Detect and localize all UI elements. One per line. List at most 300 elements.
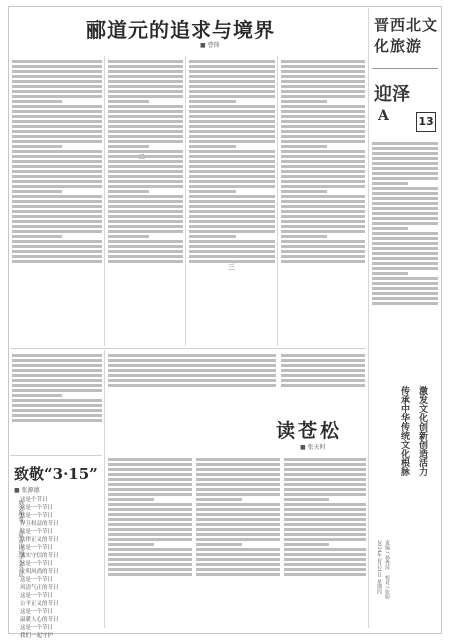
- text-line-texture: [196, 533, 280, 536]
- text-line-texture: [189, 105, 275, 108]
- text-line-texture: [284, 518, 366, 521]
- text-line-texture: [372, 222, 438, 225]
- text-line-texture: [281, 115, 365, 118]
- box-top-rule: [10, 455, 102, 456]
- editor-credit: 责编 / 孙秀萍 校对 / 张婷: [384, 540, 390, 600]
- text-line-texture: [12, 384, 102, 387]
- text-line-texture: [189, 215, 275, 218]
- main-headline: 郦道元的追求与境界: [86, 18, 275, 42]
- text-line-texture: [372, 142, 438, 145]
- text-line-texture: [372, 212, 438, 215]
- text-line-texture: [372, 147, 438, 150]
- text-line-texture: [284, 473, 366, 476]
- text-line-texture: [12, 394, 62, 397]
- text-line-texture: [108, 145, 149, 148]
- page-letter: A: [378, 108, 389, 124]
- text-line-texture: [196, 508, 280, 511]
- text-line-texture: [12, 414, 102, 417]
- text-line-texture: [12, 110, 102, 113]
- text-line-texture: [281, 195, 365, 198]
- text-line-texture: [189, 75, 275, 78]
- text-line-texture: [108, 533, 192, 536]
- text-line-texture: [281, 95, 365, 98]
- poem-line: 公平正义的节日: [20, 601, 59, 607]
- text-line-texture: [284, 498, 329, 501]
- text-line-texture: [281, 255, 365, 258]
- text-line-texture: [108, 125, 183, 128]
- text-line-texture: [281, 90, 365, 93]
- poem-line: 这是一个节日: [20, 577, 54, 583]
- text-line-texture: [12, 240, 102, 243]
- text-line-texture: [284, 493, 366, 496]
- text-line-texture: [281, 225, 365, 228]
- text-line-texture: [12, 225, 102, 228]
- text-line-texture: [281, 364, 365, 367]
- text-line-texture: [284, 568, 366, 571]
- text-line-texture: [108, 354, 276, 357]
- text-line-texture: [189, 135, 275, 138]
- text-line-texture: [196, 468, 280, 471]
- text-line-texture: [372, 227, 408, 230]
- text-line-texture: [12, 359, 102, 362]
- text-line-texture: [12, 115, 102, 118]
- text-line-texture: [12, 130, 102, 133]
- text-line-texture: [281, 205, 365, 208]
- text-line-texture: [12, 195, 102, 198]
- text-line-texture: [12, 155, 102, 158]
- text-line-texture: [196, 513, 280, 516]
- poem-line: 这是一个节日: [20, 545, 54, 551]
- text-line-texture: [196, 528, 280, 531]
- text-line-texture: [189, 110, 275, 113]
- text-line-texture: [281, 160, 365, 163]
- masthead-side-text: [372, 140, 438, 375]
- text-line-texture: [281, 230, 365, 233]
- text-line-texture: [281, 85, 365, 88]
- second-headline: 读苍松: [276, 420, 343, 442]
- text-line-texture: [372, 282, 438, 285]
- text-line-texture: [281, 374, 365, 377]
- section-three-marker: 三: [228, 263, 235, 271]
- text-line-texture: [108, 110, 183, 113]
- text-line-texture: [281, 245, 365, 248]
- text-line-texture: [189, 245, 275, 248]
- text-line-texture: [12, 165, 102, 168]
- second-article-lead-2: [281, 352, 365, 407]
- text-line-texture: [281, 180, 365, 183]
- text-line-texture: [12, 65, 102, 68]
- text-line-texture: [196, 463, 280, 466]
- poem-line: 法律正义的节日: [20, 537, 59, 543]
- text-line-texture: [372, 287, 438, 290]
- text-line-texture: [281, 200, 365, 203]
- text-line-texture: [196, 518, 280, 521]
- text-line-texture: [281, 120, 365, 123]
- text-line-texture: [281, 369, 365, 372]
- text-line-texture: [108, 548, 192, 551]
- text-line-texture: [196, 483, 280, 486]
- text-line-texture: [189, 210, 275, 213]
- text-line-texture: [281, 359, 365, 362]
- text-line-texture: [12, 180, 102, 183]
- text-line-texture: [281, 220, 365, 223]
- text-line-texture: [189, 120, 275, 123]
- text-line-texture: [12, 419, 102, 422]
- main-byline: ■ 曹锋: [200, 42, 220, 49]
- column-divider: [368, 8, 369, 628]
- text-line-texture: [372, 267, 438, 270]
- text-line-texture: [108, 260, 183, 263]
- text-line-texture: [189, 175, 275, 178]
- text-line-texture: [189, 70, 275, 73]
- text-line-texture: [12, 389, 102, 392]
- text-line-texture: [372, 292, 438, 295]
- second-byline: ■ 张天时: [300, 444, 326, 451]
- text-line-texture: [189, 195, 275, 198]
- text-line-texture: [284, 553, 366, 556]
- text-line-texture: [108, 498, 154, 501]
- text-line-texture: [284, 483, 366, 486]
- text-line-texture: [108, 518, 192, 521]
- poem-line: 这是一个节日: [20, 513, 54, 519]
- text-line-texture: [189, 85, 275, 88]
- text-line-texture: [108, 463, 192, 466]
- box-byline: ■ 张源德: [14, 487, 40, 494]
- issue-date: 2024年3月21日 星期四: [376, 540, 382, 594]
- text-line-texture: [281, 175, 365, 178]
- masthead-rule: [372, 68, 438, 69]
- text-line-texture: [108, 488, 192, 491]
- text-line-texture: [281, 354, 365, 357]
- text-line-texture: [108, 230, 183, 233]
- text-line-texture: [12, 135, 102, 138]
- text-line-texture: [189, 255, 275, 258]
- text-line-texture: [281, 379, 365, 382]
- text-line-texture: [189, 230, 275, 233]
- text-line-texture: [372, 207, 438, 210]
- text-line-texture: [281, 80, 365, 83]
- text-line-texture: [284, 538, 366, 541]
- text-line-texture: [284, 503, 366, 506]
- text-line-texture: [108, 543, 154, 546]
- poem-line: 这是一个节日: [20, 593, 54, 599]
- text-line-texture: [372, 257, 438, 260]
- text-line-texture: [12, 95, 102, 98]
- text-line-texture: [108, 538, 192, 541]
- text-line-texture: [12, 90, 102, 93]
- text-line-texture: [12, 220, 102, 223]
- text-line-texture: [12, 235, 62, 238]
- column-divider: [104, 56, 105, 346]
- text-line-texture: [372, 277, 438, 280]
- text-line-texture: [108, 503, 192, 506]
- text-line-texture: [108, 215, 183, 218]
- text-line-texture: [189, 160, 275, 163]
- main-article-column-3: [189, 58, 275, 348]
- box-poem: [20, 496, 80, 640]
- text-line-texture: [284, 513, 366, 516]
- text-line-texture: [189, 80, 275, 83]
- text-line-texture: [189, 155, 275, 158]
- text-line-texture: [196, 493, 280, 496]
- text-line-texture: [189, 170, 275, 173]
- text-line-texture: [12, 205, 102, 208]
- poem-line: 诚实守信的节日: [20, 553, 59, 559]
- text-line-texture: [108, 473, 192, 476]
- text-line-texture: [196, 558, 280, 561]
- second-article-column-3: [284, 456, 366, 626]
- text-line-texture: [108, 235, 149, 238]
- poem-line: 温暖人心的节日: [20, 617, 59, 623]
- text-line-texture: [284, 563, 366, 566]
- text-line-texture: [12, 364, 102, 367]
- text-line-texture: [281, 190, 327, 193]
- text-line-texture: [108, 379, 276, 382]
- text-line-texture: [108, 225, 183, 228]
- text-line-texture: [281, 135, 365, 138]
- second-article-lead: [108, 352, 276, 407]
- text-line-texture: [372, 157, 438, 160]
- text-line-texture: [108, 468, 192, 471]
- text-line-texture: [189, 205, 275, 208]
- text-line-texture: [372, 152, 438, 155]
- text-line-texture: [12, 85, 102, 88]
- text-line-texture: [281, 150, 365, 153]
- text-line-texture: [108, 553, 192, 556]
- text-line-texture: [281, 250, 365, 253]
- text-line-texture: [284, 558, 366, 561]
- poem-line: 我们一起守护: [20, 633, 54, 639]
- text-line-texture: [12, 160, 102, 163]
- text-line-texture: [108, 75, 183, 78]
- text-line-texture: [108, 60, 183, 63]
- text-line-texture: [189, 220, 275, 223]
- text-line-texture: [284, 548, 366, 551]
- box-side-note: 协会理事、太原市诗词学会会员: [17, 500, 23, 577]
- text-line-texture: [196, 563, 280, 566]
- text-line-texture: [189, 180, 275, 183]
- text-line-texture: [196, 553, 280, 556]
- text-line-texture: [372, 237, 438, 240]
- text-line-texture: [189, 250, 275, 253]
- text-line-texture: [108, 130, 183, 133]
- masthead-title: 晋西北文化旅游: [374, 16, 439, 55]
- text-line-texture: [108, 165, 183, 168]
- text-line-texture: [12, 60, 102, 63]
- text-line-texture: [108, 493, 192, 496]
- text-line-texture: [196, 488, 280, 491]
- text-line-texture: [108, 478, 192, 481]
- text-line-texture: [189, 65, 275, 68]
- text-line-texture: [189, 190, 236, 193]
- text-line-texture: [189, 90, 275, 93]
- text-line-texture: [12, 409, 102, 412]
- text-line-texture: [108, 200, 183, 203]
- text-line-texture: [189, 60, 275, 63]
- text-line-texture: [284, 508, 366, 511]
- text-line-texture: [12, 140, 102, 143]
- text-line-texture: [372, 187, 438, 190]
- text-line-texture: [108, 523, 192, 526]
- text-line-texture: [281, 125, 365, 128]
- text-line-texture: [372, 167, 438, 170]
- second-article-column-1: [108, 456, 192, 626]
- text-line-texture: [189, 225, 275, 228]
- text-line-texture: [108, 100, 149, 103]
- text-line-texture: [372, 192, 438, 195]
- text-line-texture: [108, 573, 192, 576]
- text-line-texture: [108, 105, 183, 108]
- text-line-texture: [12, 100, 62, 103]
- text-line-texture: [108, 160, 183, 163]
- column-name: 迎泽: [374, 84, 410, 105]
- text-line-texture: [281, 170, 365, 173]
- text-line-texture: [108, 155, 183, 158]
- text-line-texture: [108, 80, 183, 83]
- page-number: 13: [416, 112, 436, 132]
- second-article-column-2: [196, 456, 280, 626]
- text-line-texture: [189, 125, 275, 128]
- text-line-texture: [281, 60, 365, 63]
- main-article-column-1: [12, 58, 102, 348]
- text-line-texture: [281, 140, 365, 143]
- text-line-texture: [196, 543, 242, 546]
- text-line-texture: [12, 75, 102, 78]
- text-line-texture: [108, 250, 183, 253]
- text-line-texture: [372, 217, 438, 220]
- text-line-texture: [281, 384, 365, 387]
- section-separator: [10, 348, 366, 349]
- section-two-marker: 二: [138, 153, 145, 161]
- text-line-texture: [108, 563, 192, 566]
- text-line-texture: [108, 195, 183, 198]
- left-lower-text: [12, 352, 102, 452]
- text-line-texture: [372, 197, 438, 200]
- text-line-texture: [12, 399, 102, 402]
- text-line-texture: [284, 533, 366, 536]
- text-line-texture: [108, 359, 276, 362]
- text-line-texture: [12, 354, 102, 357]
- text-line-texture: [196, 568, 280, 571]
- text-line-texture: [284, 528, 366, 531]
- text-line-texture: [284, 458, 366, 461]
- text-line-texture: [12, 105, 102, 108]
- text-line-texture: [108, 120, 183, 123]
- text-line-texture: [12, 70, 102, 73]
- text-line-texture: [108, 185, 183, 188]
- text-line-texture: [108, 568, 192, 571]
- poem-line: 这是一个节日: [20, 505, 54, 511]
- text-line-texture: [372, 242, 438, 245]
- text-line-texture: [12, 374, 102, 377]
- text-line-texture: [108, 65, 183, 68]
- text-line-texture: [281, 65, 365, 68]
- text-line-texture: [372, 247, 438, 250]
- text-line-texture: [372, 182, 408, 185]
- text-line-texture: [196, 473, 280, 476]
- text-line-texture: [108, 115, 183, 118]
- text-line-texture: [281, 70, 365, 73]
- text-line-texture: [281, 110, 365, 113]
- text-line-texture: [196, 548, 280, 551]
- text-line-texture: [196, 503, 280, 506]
- text-line-texture: [108, 170, 183, 173]
- text-line-texture: [372, 232, 438, 235]
- text-line-texture: [12, 255, 102, 258]
- text-line-texture: [189, 150, 275, 153]
- text-line-texture: [108, 374, 276, 377]
- text-line-texture: [12, 120, 102, 123]
- masthead: [374, 14, 438, 56]
- text-line-texture: [189, 240, 275, 243]
- text-line-texture: [189, 185, 275, 188]
- text-line-texture: [12, 200, 102, 203]
- poem-line: 这是一个节日: [20, 529, 54, 535]
- text-line-texture: [12, 215, 102, 218]
- text-line-texture: [12, 210, 102, 213]
- text-line-texture: [108, 528, 192, 531]
- text-line-texture: [108, 483, 192, 486]
- text-line-texture: [372, 302, 438, 305]
- text-line-texture: [12, 170, 102, 173]
- text-line-texture: [12, 80, 102, 83]
- text-line-texture: [108, 513, 192, 516]
- text-line-texture: [12, 379, 102, 382]
- text-line-texture: [284, 573, 366, 576]
- text-line-texture: [281, 215, 365, 218]
- text-line-texture: [189, 115, 275, 118]
- column-divider: [277, 56, 278, 346]
- text-line-texture: [189, 235, 236, 238]
- poem-line: 这是一个节日: [20, 561, 54, 567]
- text-line-texture: [12, 185, 102, 188]
- text-line-texture: [12, 250, 102, 253]
- text-line-texture: [108, 245, 183, 248]
- main-article-column-4: [281, 58, 365, 348]
- box-headline: 致敬“3·15”: [14, 465, 98, 483]
- text-line-texture: [281, 235, 327, 238]
- text-line-texture: [108, 369, 276, 372]
- text-line-texture: [12, 175, 102, 178]
- text-line-texture: [372, 172, 438, 175]
- text-line-texture: [284, 543, 329, 546]
- text-line-texture: [196, 573, 280, 576]
- text-line-texture: [12, 404, 102, 407]
- text-line-texture: [108, 508, 192, 511]
- text-line-texture: [108, 180, 183, 183]
- slogan-right: 激发文化创新创造活力: [417, 386, 427, 476]
- text-line-texture: [108, 140, 183, 143]
- text-line-texture: [281, 210, 365, 213]
- text-line-texture: [281, 145, 327, 148]
- text-line-texture: [108, 135, 183, 138]
- poem-line: 风清气正的节日: [20, 585, 59, 591]
- text-line-texture: [196, 538, 280, 541]
- column-divider: [185, 56, 186, 346]
- text-line-texture: [372, 202, 438, 205]
- text-line-texture: [281, 165, 365, 168]
- slogan-left: 传承中华传统文化根脉: [399, 386, 409, 476]
- poem-line: 这是一个节日: [20, 625, 54, 631]
- text-line-texture: [189, 145, 236, 148]
- text-line-texture: [281, 240, 365, 243]
- text-line-texture: [196, 498, 242, 501]
- text-line-texture: [281, 105, 365, 108]
- main-article-column-2: [108, 58, 183, 348]
- text-line-texture: [281, 155, 365, 158]
- text-line-texture: [189, 95, 275, 98]
- text-line-texture: [372, 162, 438, 165]
